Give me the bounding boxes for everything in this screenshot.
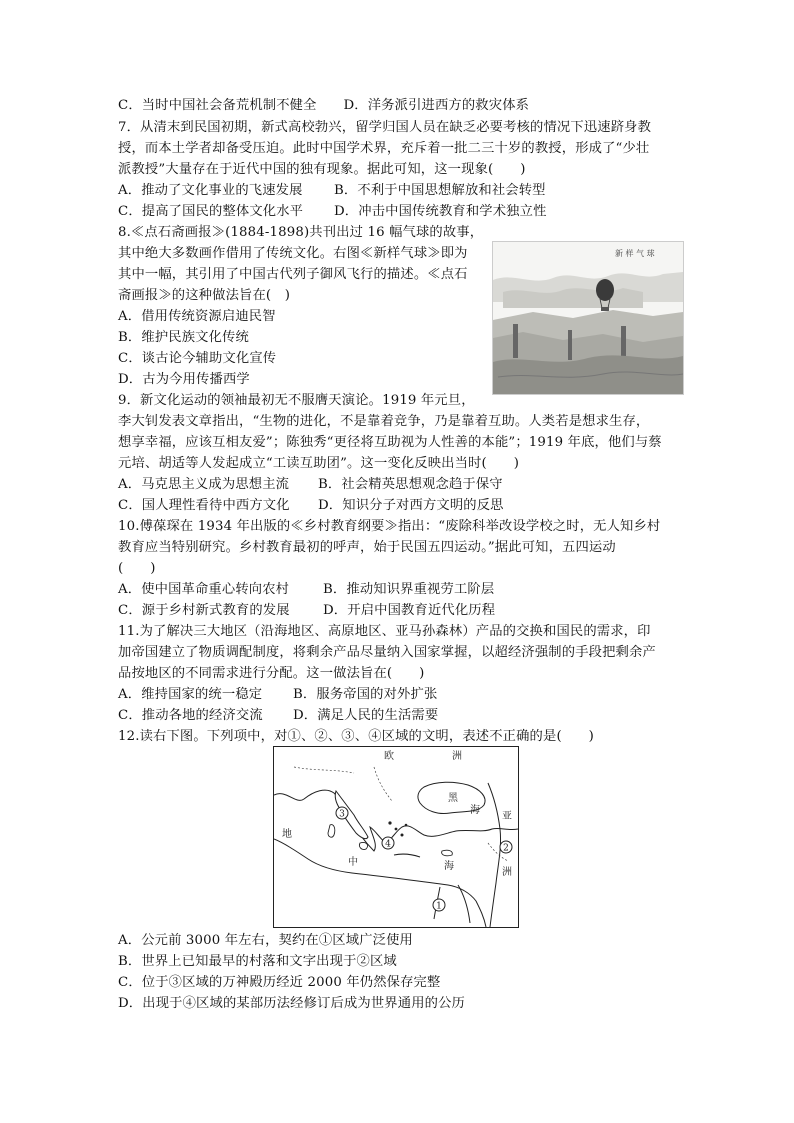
q8-option-a: A．借用传统资源启迪民智 [118,309,276,324]
q11-option-a: A．维持国家的统一稳定 [118,687,263,702]
q9-stem-line2: 李大钊发表文章指出，“生物的进化，不是靠着竞争，乃是靠着互助。人类若是想求生存， [118,414,650,429]
map-marker-4 [382,837,394,850]
map-marker-2 [500,841,512,854]
q10-options-cd [118,602,495,620]
q12-option-d: D．出现于④区域的某部历法经修订后成为世界通用的公历 [118,996,465,1011]
q7-option-c: C．提高了国民的整体文化水平 [118,204,304,219]
map-label-asia-1: 亚 [502,811,512,822]
q11-stem-line1: 11.为了解决三大地区（沿海地区、高原地区、亚马孙森林）产品的交换和国民的需求，印 [118,624,651,639]
balloon-drawing [493,242,683,394]
balloon-illustration [492,241,684,395]
q8-stem-line2: 其中绝大多数画作借用了传统文化。右图≪新样气球≫即为 [118,246,468,261]
map-label-europe-2: 洲 [452,751,462,762]
q10-options-ab [118,581,494,599]
balloon-caption: 新 样 气 球 [615,249,655,258]
map-label-med-2: 中 [348,857,358,868]
map-label-black-sea-2: 海 [470,805,480,816]
svg-text:3: 3 [339,809,345,820]
q8-option-d: D．古为今用传播西学 [118,372,250,387]
q9-stem-line3: 想享幸福，应该互相友爱”；陈独秀“更径将互助视为人性善的本能”；1919 年底，他们与蔡 [118,435,662,450]
q7-option-a: A．推动了文化事业的飞速发展 [118,183,303,198]
mediterranean-map [273,746,519,928]
q7-options-cd [118,203,547,221]
q11-stem-line3: 品按地区的不同需求进行分配。这一做法旨在( ) [118,666,425,681]
svg-text:4: 4 [385,839,391,850]
q11-option-c: C．推动各地的经济交流 [118,708,263,723]
map-label-med-1: 地 [282,829,292,840]
q9-stem-line1: 9．新文化运动的领袖最初无不服膺天演论。1919 年元旦， [118,393,475,408]
q7-stem-line1: 7．从清末到民国初期，新式高校勃兴，留学归国人员在缺乏必要考核的情况下迅速跻身教 [118,120,652,135]
q11-options-cd [118,707,438,725]
q8-option-c: C．谈古论今辅助文化宣传 [118,351,277,366]
q11-option-d: D．满足人民的生活需要 [293,708,439,723]
q9-options-cd [118,497,504,515]
q10-option-d: D．开启中国教育近代化历程 [323,603,496,618]
q10-option-c: C．源于乡村新式教育的发展 [118,603,290,618]
q11-options-ab [118,686,437,704]
q6-options-cd: C．当时中国社会备荒机制不健全 D．洋务派引进西方的救灾体系 [118,98,530,113]
q7-stem-line3: 派教授”大量存在于近代中国的独有现象。据此可知，这一现象( ) [118,162,526,177]
q12-option-b: B．世界上已知最早的村落和文字出现于②区域 [118,954,397,969]
map-marker-1 [433,899,445,912]
q10-option-b: B．推动知识界重视劳工阶层 [323,582,495,597]
q8-stem-line1: 8.≪点石斋画报≫(1884-1898)共刊出过 16 幅气球的故事， [118,225,484,240]
q9-option-d: D．知识分子对西方文明的反思 [318,498,504,513]
q9-option-c: C．国人理性看待中西方文化 [118,498,290,513]
q7-stem-line2: 授，而本土学者却备受压迫。此时中国学术界，充斥着一批二三十岁的教授，形成了“少壮 [118,141,650,156]
map-marker-3 [336,807,348,820]
q7-option-d: D．冲击中国传统教育和学术独立性 [334,204,547,219]
map-drawing [274,747,518,927]
q9-option-b: B．社会精英思想观念趋于保守 [318,477,503,492]
svg-text:2: 2 [503,843,509,854]
q10-stem-line3: ( ) [118,561,156,576]
q10-stem-line2: 教育应当特别研究。乡村教育最初的呼声，始于民国五四运动。”据此可知，五四运动 [118,540,616,555]
q7-option-b: B．不利于中国思想解放和社会转型 [334,183,546,198]
q11-stem-line2: 加帝国建立了物质调配制度，将剩余产品尽量纳入国家掌握，以超经济强制的手段把剩余产 [118,645,656,660]
map-label-europe-1: 欧 [384,751,394,762]
q8-option-b: B．维护民族文化传统 [118,330,249,345]
svg-text:1: 1 [436,901,442,912]
q12-stem: 12.读右下图。下列项中，对①、②、③、④区域的文明，表述不正确的是( ) [118,729,595,744]
map-label-asia-2: 洲 [502,867,512,878]
q11-option-b: B．服务帝国的对外扩张 [293,687,438,702]
q12-option-a: A．公元前 3000 年左右，契约在①区域广泛使用 [118,933,413,948]
q7-options-ab [118,182,546,200]
q10-stem-line1: 10.傅葆琛在 1934 年出版的≪乡村教育纲要≫指出：“废除科举改设学校之时，无人知乡村 [118,519,661,534]
q9-option-a: A．马克思主义成为思想主流 [118,477,290,492]
map-label-black-sea-1: 黑 [448,793,458,804]
q8-stem-line3: 其中一幅，其引用了中国古代列子御风飞行的描述。≪点石 [118,267,468,282]
map-label-med-3: 海 [444,861,454,872]
q9-options-ab [118,476,503,494]
q10-option-a: A．使中国革命重心转向农村 [118,582,290,597]
q9-stem-line4: 元培、胡适等人发起成立“工读互助团”。这一变化反映出当时( ) [118,456,520,471]
q8-stem-line4: 斋画报≫的这种做法旨在( ) [118,288,291,303]
q12-option-c: C．位于③区域的万神殿历经近 2000 年仍然保存完整 [118,975,441,990]
